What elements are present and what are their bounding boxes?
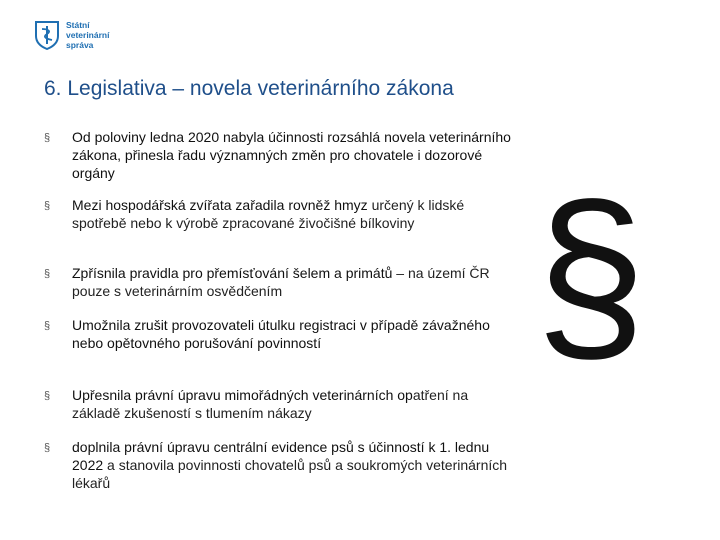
bullet-text: Umožnila zrušit provozovateli útulku registraci v případě závažného nebo opětovného porušování povinností	[72, 317, 490, 351]
bullet-item	[44, 264, 514, 300]
bullet-item	[44, 128, 514, 182]
svs-logo	[34, 20, 109, 50]
logo-line-1: Státní	[66, 20, 90, 30]
bullet-lead: Zpřísnila pravidla pro přemísťování šelem a primátů	[72, 265, 393, 281]
bullet-marker-icon: §	[44, 200, 51, 212]
bullet-rest: atření na základě zkušeností s tlumením nákazy	[72, 387, 469, 421]
bullet-item	[44, 438, 514, 492]
bullet-item	[44, 196, 514, 232]
bullet-item	[44, 386, 514, 422]
bullet-marker-icon: §	[44, 390, 51, 402]
bullet-rest: – na území ČR pouze s veterinárním osvědčením	[72, 265, 490, 299]
bullet-lead: Upřesnila právní úpravu mimořádných veterinárních op	[72, 387, 413, 403]
bullet-rest: a stanovila povinnosti chovatelů psů a soukromých veterinárních lékařů	[72, 457, 508, 491]
bullet-rest: určený k lidské spotřebě nebo k výrobě zpracované živočišné bílkoviny	[72, 197, 465, 231]
bullet-list	[44, 128, 514, 491]
bullet-marker-icon: §	[44, 268, 51, 280]
section-sign-icon: §	[535, 163, 647, 386]
logo-line-2: veterinární	[66, 30, 110, 40]
bullet-lead: doplnila právní úpravu centrální evidence psů s účinností k 1. lednu 2022	[72, 439, 490, 473]
logo-text	[66, 20, 109, 50]
slide-title: 6. Legislativa – novela veterinárního zákona	[44, 77, 454, 100]
bullet-marker-icon: §	[44, 442, 51, 454]
bullet-marker-icon: §	[44, 320, 51, 332]
bullet-item	[44, 316, 514, 352]
bullet-text: Od poloviny ledna 2020 nabyla účinnosti rozsáhlá novela veterinárního zákona, přinesla řadu významných změn pro chovatele i dozorové orgány	[72, 129, 511, 181]
logo-line-3: správa	[66, 40, 94, 50]
bullet-marker-icon: §	[44, 132, 51, 144]
svs-shield-icon	[34, 20, 60, 50]
bullet-lead: Mezi hospodářská zvířata zařadila rovněž hmyz	[72, 197, 368, 213]
